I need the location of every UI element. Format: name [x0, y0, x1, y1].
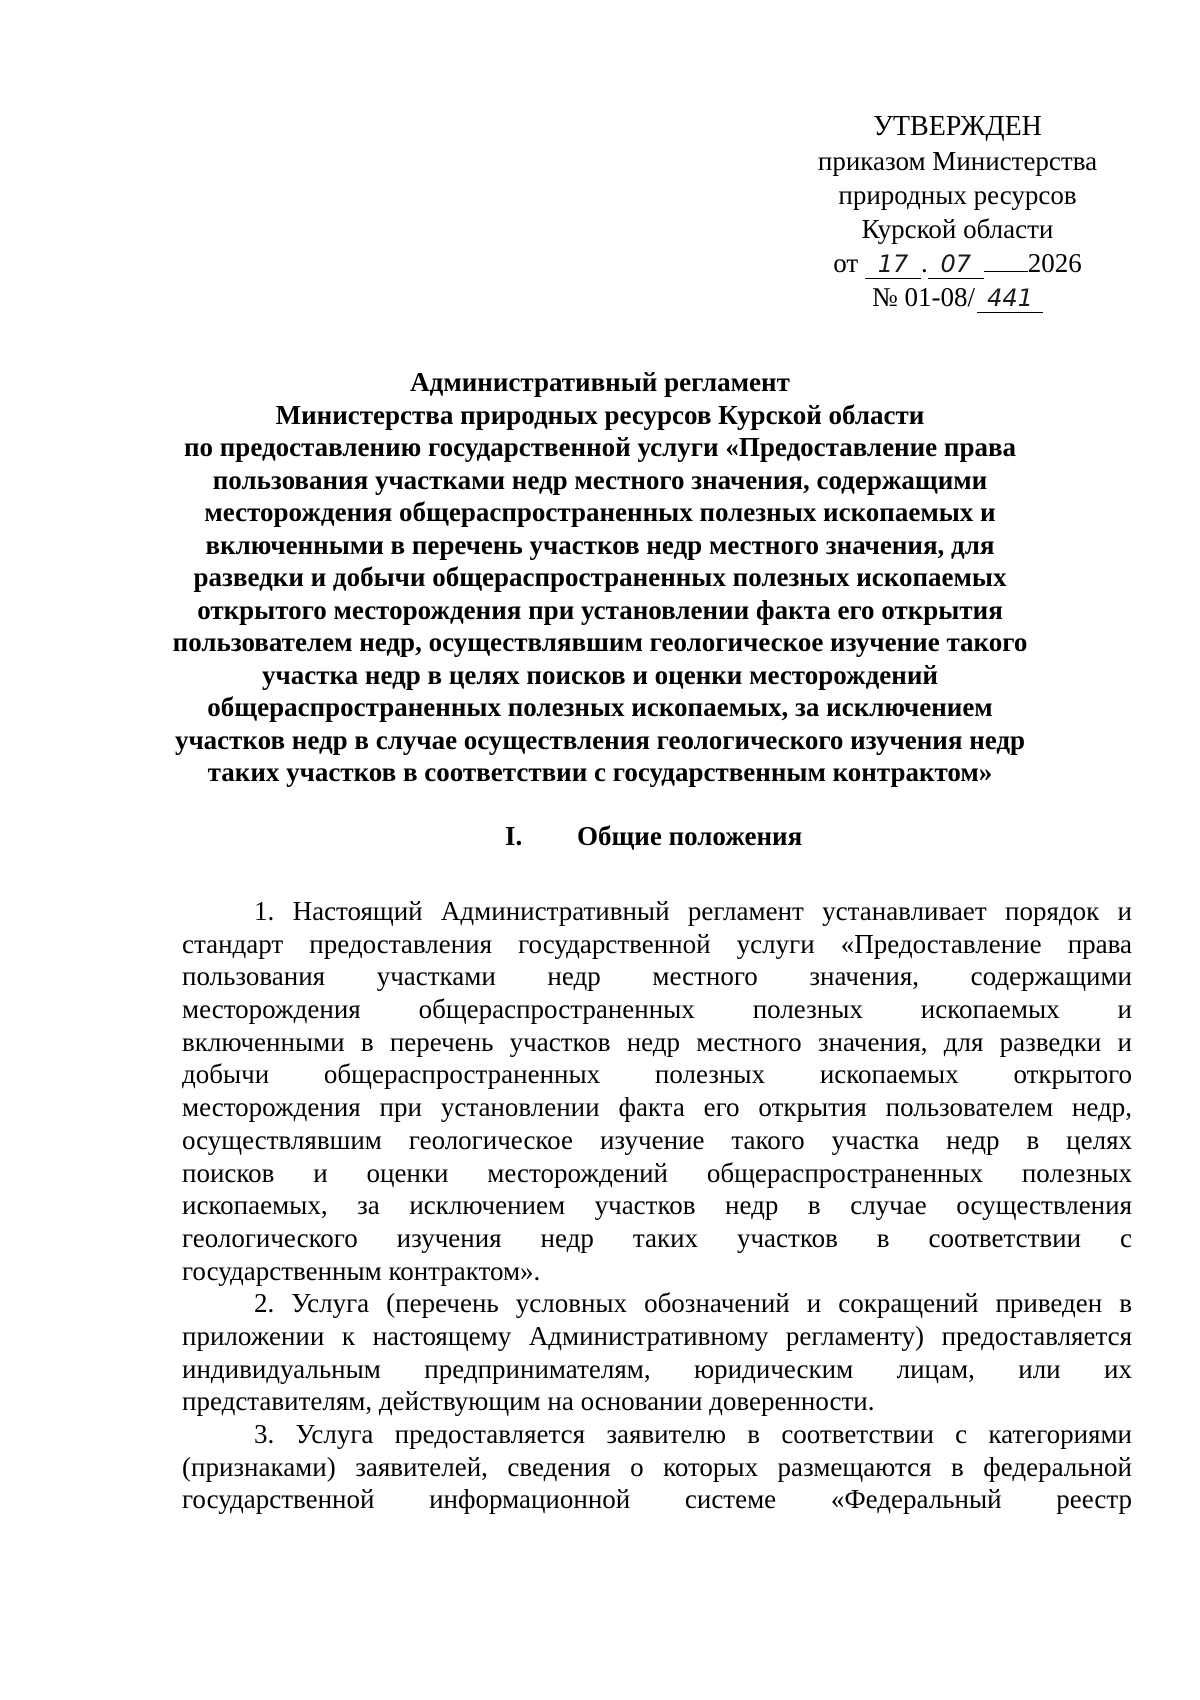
- document-title: [150, 366, 1050, 789]
- paragraph-line: добычи общераспространенных полезных ископаемых открытого: [182, 1059, 1132, 1090]
- date-prefix: от: [833, 248, 859, 278]
- paragraph-line: осуществлявшим геологическое изучение такого участка недр в целях: [182, 1124, 1132, 1155]
- title-line: Административный регламент: [410, 367, 790, 397]
- paragraph-line: ископаемых, за исключением участков недр в случае осуществления: [182, 1190, 1132, 1221]
- title-line: таких участков в соответствии с государственным контрактом»: [207, 757, 993, 787]
- date-year: 2026: [1027, 248, 1082, 278]
- paragraph-line: 1. Настоящий Административный регламент устанавливает порядок и: [254, 896, 1132, 926]
- title-line: пользователем недр, осуществлявшим геологическое изучение такого: [172, 627, 1028, 657]
- title-line: месторождения общераспространенных полезных ископаемых и: [204, 497, 996, 527]
- paragraph-line: включенными в перечень участков недр местного значения, для разведки и: [182, 1026, 1132, 1057]
- paragraph-line: геологического изучения недр таких участков в соответствии с: [182, 1222, 1132, 1253]
- title-line: пользования участками недр местного значения, содержащими: [212, 464, 988, 495]
- title-line: участков недр в случае осуществления геологического изучения недр: [174, 724, 1026, 755]
- paragraph-line: государственным контрактом».: [182, 1255, 541, 1286]
- approval-title: УТВЕРЖДЕН: [873, 111, 1042, 142]
- paragraph-line: поисков и оценки месторождений общераспространенных полезных: [182, 1157, 1132, 1188]
- approval-number: [795, 280, 1120, 314]
- document-body: [182, 895, 1132, 1516]
- title-line: разведки и добычи общераспространенных полезных ископаемых: [193, 562, 1007, 592]
- paragraph-line: индивидуальным предпринимателям, юридическим лицам, или их: [182, 1353, 1132, 1384]
- number-prefix: № 01-08/: [871, 282, 975, 312]
- date-blank: [984, 271, 1028, 272]
- paragraph-line: стандарт предоставления государственной услуги «Предоставление права: [182, 928, 1132, 959]
- paragraph-line: месторождения общераспространенных полезных ископаемых и: [182, 994, 1132, 1025]
- title-line: участка недр в целях поисков и оценки месторождений: [262, 659, 938, 690]
- approval-line-1: приказом Министерства: [817, 146, 1098, 176]
- title-line: включенными в перечень участков недр местного значения, для: [205, 529, 995, 560]
- paragraph-line: 3. Услуга предоставляется заявителю в соответствии с категориями: [254, 1419, 1132, 1449]
- section-heading: [505, 820, 802, 852]
- number-handwritten: 441: [977, 284, 1043, 313]
- date-day-handwritten: 17: [865, 250, 921, 279]
- title-line: общераспространенных полезных ископаемых, за исключением: [207, 692, 993, 722]
- title-line: по предоставлению государственной услуги «Предоставление права: [183, 432, 1017, 462]
- paragraph-line: представителям, действующим на основании доверенности.: [182, 1386, 875, 1417]
- title-line: Министерства природных ресурсов Курской области: [275, 399, 925, 430]
- approval-block: [795, 110, 1120, 314]
- approval-date: [795, 246, 1120, 280]
- section-number: I.: [505, 821, 523, 851]
- title-line: открытого месторождения при установлении факта его открытия: [197, 594, 1003, 625]
- paragraph-line: 2. Услуга (перечень условных обозначений и сокращений приведен в: [254, 1288, 1132, 1319]
- paragraph-line: государственной информационной системе «Федеральный реестр: [182, 1484, 1132, 1515]
- section-title: Общие положения: [577, 821, 803, 851]
- date-separator: .: [920, 248, 928, 278]
- paragraph-line: пользования участками недр местного значения, содержащими: [182, 961, 1132, 992]
- paragraph-line: (признаками) заявителей, сведения о которых размещаются в федеральной: [182, 1451, 1132, 1482]
- date-month-handwritten: 07: [928, 250, 984, 279]
- paragraph-line: месторождения при установлении факта его открытия пользователем недр,: [182, 1092, 1132, 1123]
- approval-line-2: природных ресурсов: [838, 180, 1077, 210]
- paragraph-line: приложении к настоящему Административному регламенту) предоставляется: [182, 1320, 1132, 1351]
- approval-line-3: Курской области: [861, 214, 1054, 244]
